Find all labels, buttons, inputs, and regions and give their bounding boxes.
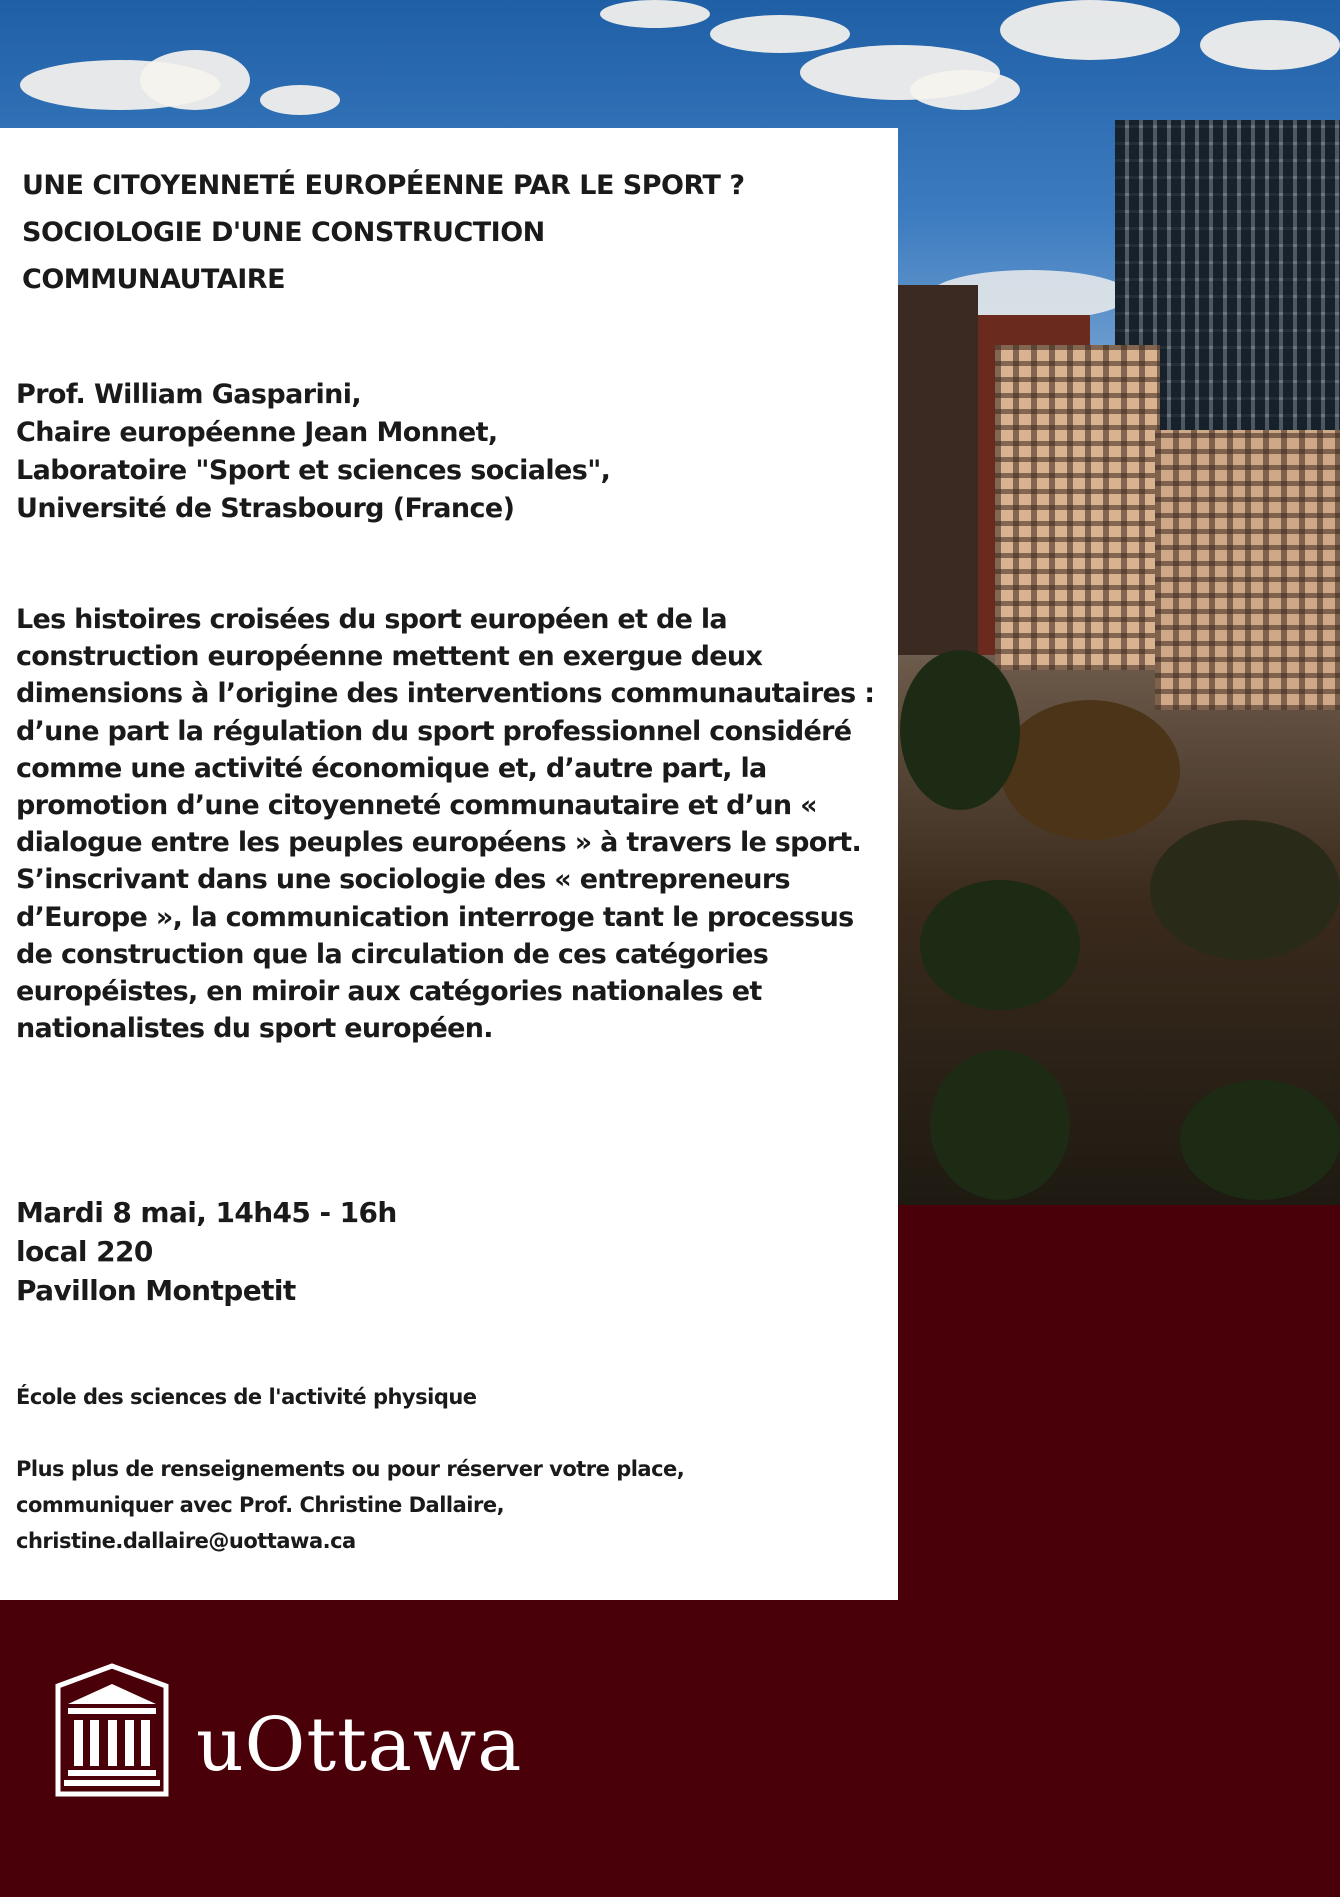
event-building: Pavillon Montpetit [16,1274,296,1307]
speaker-lab: Laboratoire "Sport et sciences sociales", [16,455,611,486]
contact-line: Plus plus de renseignements ou pour réserver votre place, [16,1457,685,1481]
abstract-text: Les histoires croisées du sport européen et de la construction européenne mettent en exergue deux dimensions à l’origine des interventions communautaires : d’une part la régulation du sport professionnel considéré comme une activité économique et, d’autre part, la promotion d’une citoyenneté communautaire et d’un « dialogue entre les peuples européens » à travers le sport. S’inscrivant dans une sociologie des « entrepreneurs d’Europe », la communication interroge tant le processus de construction que la circulation de ces catégories européistes, en miroir aux catégories nationales et nationalistes du sport européen. [16,604,875,1045]
page-title [22,162,892,303]
event-date-time: Mardi 8 mai, 14h45 - 16h [16,1196,397,1229]
event-room: local 220 [16,1235,153,1268]
contact-email[interactable]: christine.dallaire@uottawa.ca [16,1529,356,1553]
title-line: COMMUNAUTAIRE [22,264,286,295]
event-details [16,1193,876,1310]
speaker-chair: Chaire européenne Jean Monnet, [16,417,498,448]
speaker-info [16,376,886,528]
speaker-name: Prof. William Gasparini, [16,379,362,410]
title-line: UNE CITOYENNETÉ EUROPÉENNE PAR LE SPORT ? [22,170,745,201]
uottawa-wordmark: uOttawa [196,1702,523,1788]
title-line: SOCIOLOGIE D'UNE CONSTRUCTION [22,217,545,248]
content-panel [0,128,898,1600]
maroon-block [898,1205,1340,1605]
organizer-school: École des sciences de l'activité physique [16,1385,477,1409]
contact-info [16,1451,876,1559]
university-building-icon [52,1662,172,1798]
speaker-university: Université de Strasbourg (France) [16,493,515,524]
contact-line: communiquer avec Prof. Christine Dallaire, [16,1493,505,1517]
